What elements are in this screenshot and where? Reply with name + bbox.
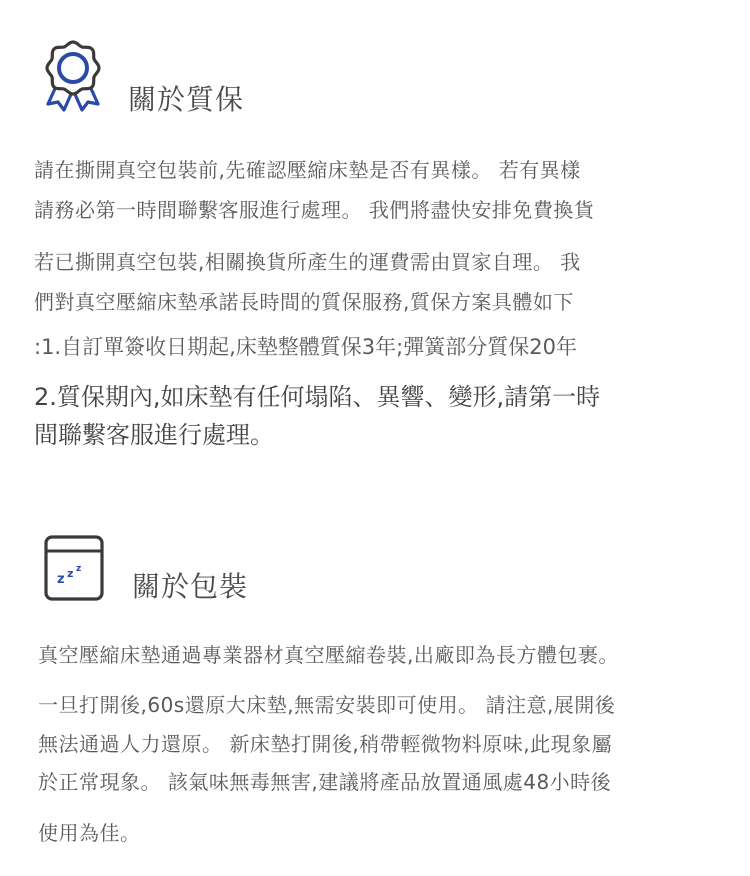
packaging-para-1 xyxy=(38,635,728,675)
warranty-para-3 xyxy=(34,330,724,364)
award-ribbon-icon xyxy=(40,38,106,114)
packaging-para-1-line-1: 真空壓縮床墊通過專業器材真空壓縮卷裝,出廠即為長方體包裹。 xyxy=(38,643,619,667)
sleep-zzz-box-icon xyxy=(44,535,104,601)
packaging-para-3 xyxy=(38,813,728,853)
warranty-para-1-line-1: 請在撕開真空包裝前,先確認壓縮床墊是否有異樣。 若有異樣 xyxy=(34,158,581,182)
packaging-para-2-line-3: 於正常現象。 該氣味無毒無害,建議將產品放置通風處48小時後 xyxy=(38,770,612,794)
warranty-para-4 xyxy=(34,378,724,454)
svg-text:z: z xyxy=(57,572,65,587)
warranty-para-1-line-2: 請務必第一時間聯繫客服進行處理。 我們將盡快安排免費換貨 xyxy=(34,198,595,222)
svg-text:z: z xyxy=(76,564,82,574)
packaging-para-3-line-1: 使用為佳。 xyxy=(38,821,141,845)
warranty-para-4-line-2: 間聯繫客服進行處理。 xyxy=(34,421,274,449)
warranty-title: 關於質保 xyxy=(128,83,245,116)
warranty-para-3-line-1: :1.自訂單簽收日期起,床墊整體質保3年;彈簧部分質保20年 xyxy=(34,335,577,359)
warranty-para-1 xyxy=(34,150,724,230)
packaging-para-2 xyxy=(38,685,728,801)
packaging-para-2-line-2: 無法通過人力還原。 新床墊打開後,稍帶輕微物料原味,此現象屬 xyxy=(38,732,613,756)
packaging-title: 關於包裝 xyxy=(132,570,249,603)
warranty-para-2-line-2: 們對真空壓縮床墊承諾長時間的質保服務,質保方案具體如下 xyxy=(34,290,574,314)
warranty-para-4-line-1: 2.質保期內,如床墊有任何塌陷、異響、變形,請第一時 xyxy=(34,383,601,411)
packaging-para-2-line-1: 一旦打開後,60s還原大床墊,無需安裝即可使用。 請注意,展開後 xyxy=(38,693,616,717)
svg-text:z: z xyxy=(67,567,74,580)
warranty-para-2 xyxy=(34,242,724,322)
warranty-para-2-line-1: 若已撕開真空包裝,相關換貨所產生的運費需由買家自理。 我 xyxy=(34,250,581,274)
